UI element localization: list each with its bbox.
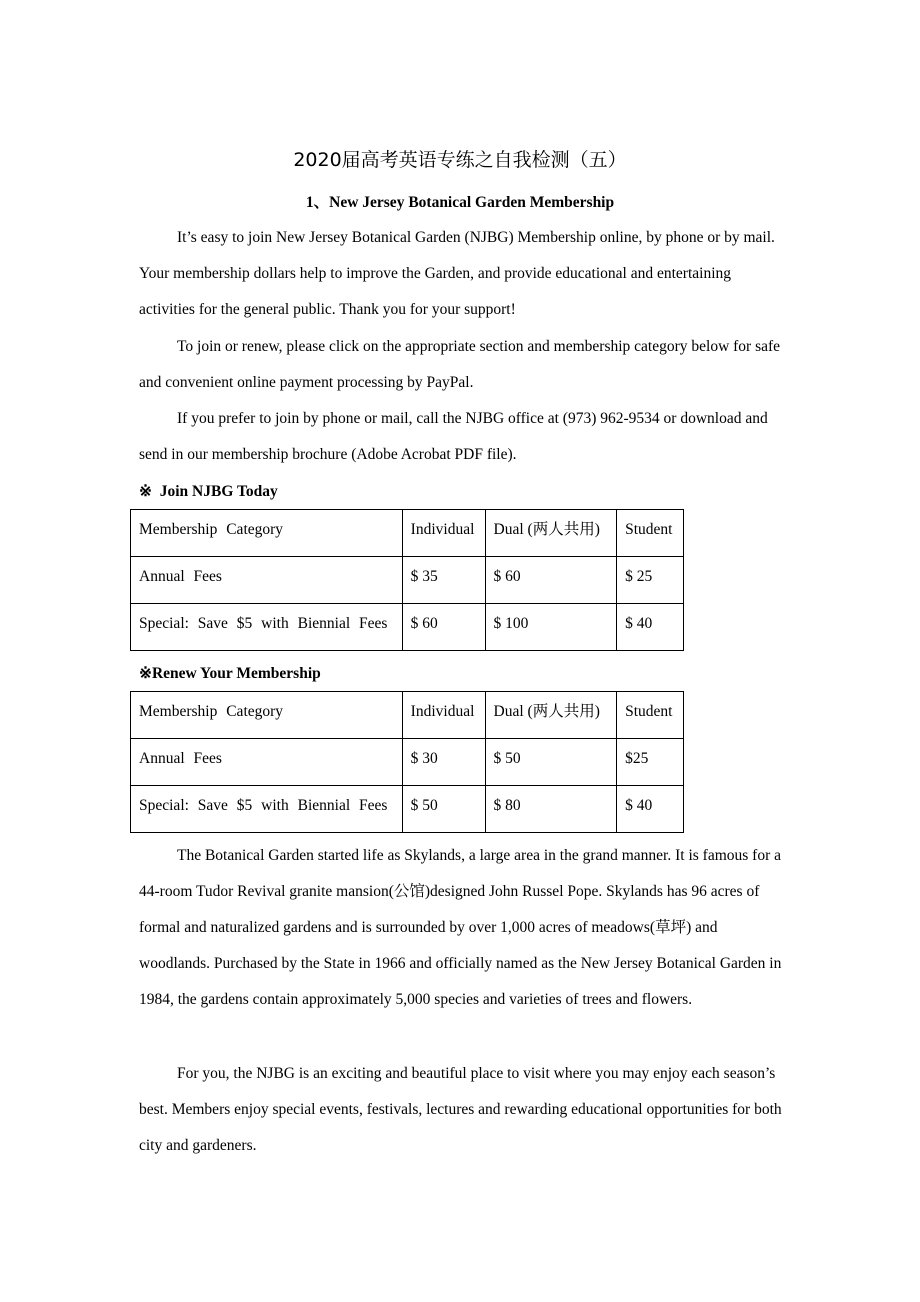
table-row [131, 786, 684, 833]
header-cell: Individual [402, 510, 485, 557]
table-cell: $ 60 [485, 557, 617, 604]
table-cell: $ 25 [617, 557, 684, 604]
header-cell: Dual (两人共用) [485, 510, 617, 557]
passage-title: 1、New Jersey Botanical Garden Membership [305, 194, 615, 211]
closing-paragraph-1: The Botanical Garden started life as Skylands, a large area in the grand manner. It is famous for a 44-room Tudor Revival granite mansion(公馆)designed John Russel Pope. Skylands has 96 acres of formal and naturalized gardens and is surrounded by over 1,000 acres of meadows(草坪) and woodlands. Purchased by the State in 1966 and officially named as the New Jersey Botanical Garden in 1984, the gardens contain approximately 5,000 species and varieties of trees and flowers. [139, 847, 782, 1008]
table-cell: Annual Fees [131, 557, 403, 604]
table-cell: $ 40 [617, 786, 684, 833]
table-cell: $ 80 [485, 786, 617, 833]
table-cell: $ 50 [402, 786, 485, 833]
table-header-row [131, 510, 684, 557]
table-header-row [131, 692, 684, 739]
table-cell: $ 30 [402, 739, 485, 786]
intro-paragraph-1: It’s easy to join New Jersey Botanical Garden (NJBG) Membership online, by phone or by mail. Your membership dollars help to improve the Garden, and provide educational and entertaining activities for the general public. Thank you for your support! [139, 229, 775, 318]
table-cell: $25 [617, 739, 684, 786]
header-cell: Membership Category [131, 510, 403, 557]
table-row [131, 604, 684, 651]
renew-heading: ※Renew Your Membership [139, 665, 321, 682]
header-cell: Student [617, 692, 684, 739]
table-cell: $ 100 [485, 604, 617, 651]
page-title: 2020届高考英语专练之自我检测（五） [293, 149, 627, 171]
table-cell: Special: Save $5 with Biennial Fees [131, 786, 403, 833]
closing-paragraph-2: For you, the NJBG is an exciting and beautiful place to visit where you may enjoy each season’s best. Members enjoy special events, festivals, lectures and rewarding educational opportunities for both city and gardeners. [139, 1065, 782, 1154]
header-cell: Membership Category [131, 692, 403, 739]
intro-paragraph-2: To join or renew, please click on the appropriate section and membership category below for safe and convenient online payment processing by PayPal. [139, 338, 781, 391]
intro-paragraph-3: If you prefer to join by phone or mail, call the NJBG office at (973) 962-9534 or download and send in our membership brochure (Adobe Acrobat PDF file). [139, 410, 768, 463]
header-cell: Individual [402, 692, 485, 739]
table-row [131, 739, 684, 786]
table-cell: $ 60 [402, 604, 485, 651]
header-cell: Student [617, 510, 684, 557]
header-cell: Dual (两人共用) [485, 692, 617, 739]
table-row [131, 557, 684, 604]
table-cell: $ 50 [485, 739, 617, 786]
join-fees-table [130, 509, 684, 651]
table-cell: Special: Save $5 with Biennial Fees [131, 604, 403, 651]
renew-fees-table [130, 691, 684, 833]
join-heading: ※ Join NJBG Today [139, 483, 278, 500]
table-cell: Annual Fees [131, 739, 403, 786]
table-cell: $ 40 [617, 604, 684, 651]
table-cell: $ 35 [402, 557, 485, 604]
